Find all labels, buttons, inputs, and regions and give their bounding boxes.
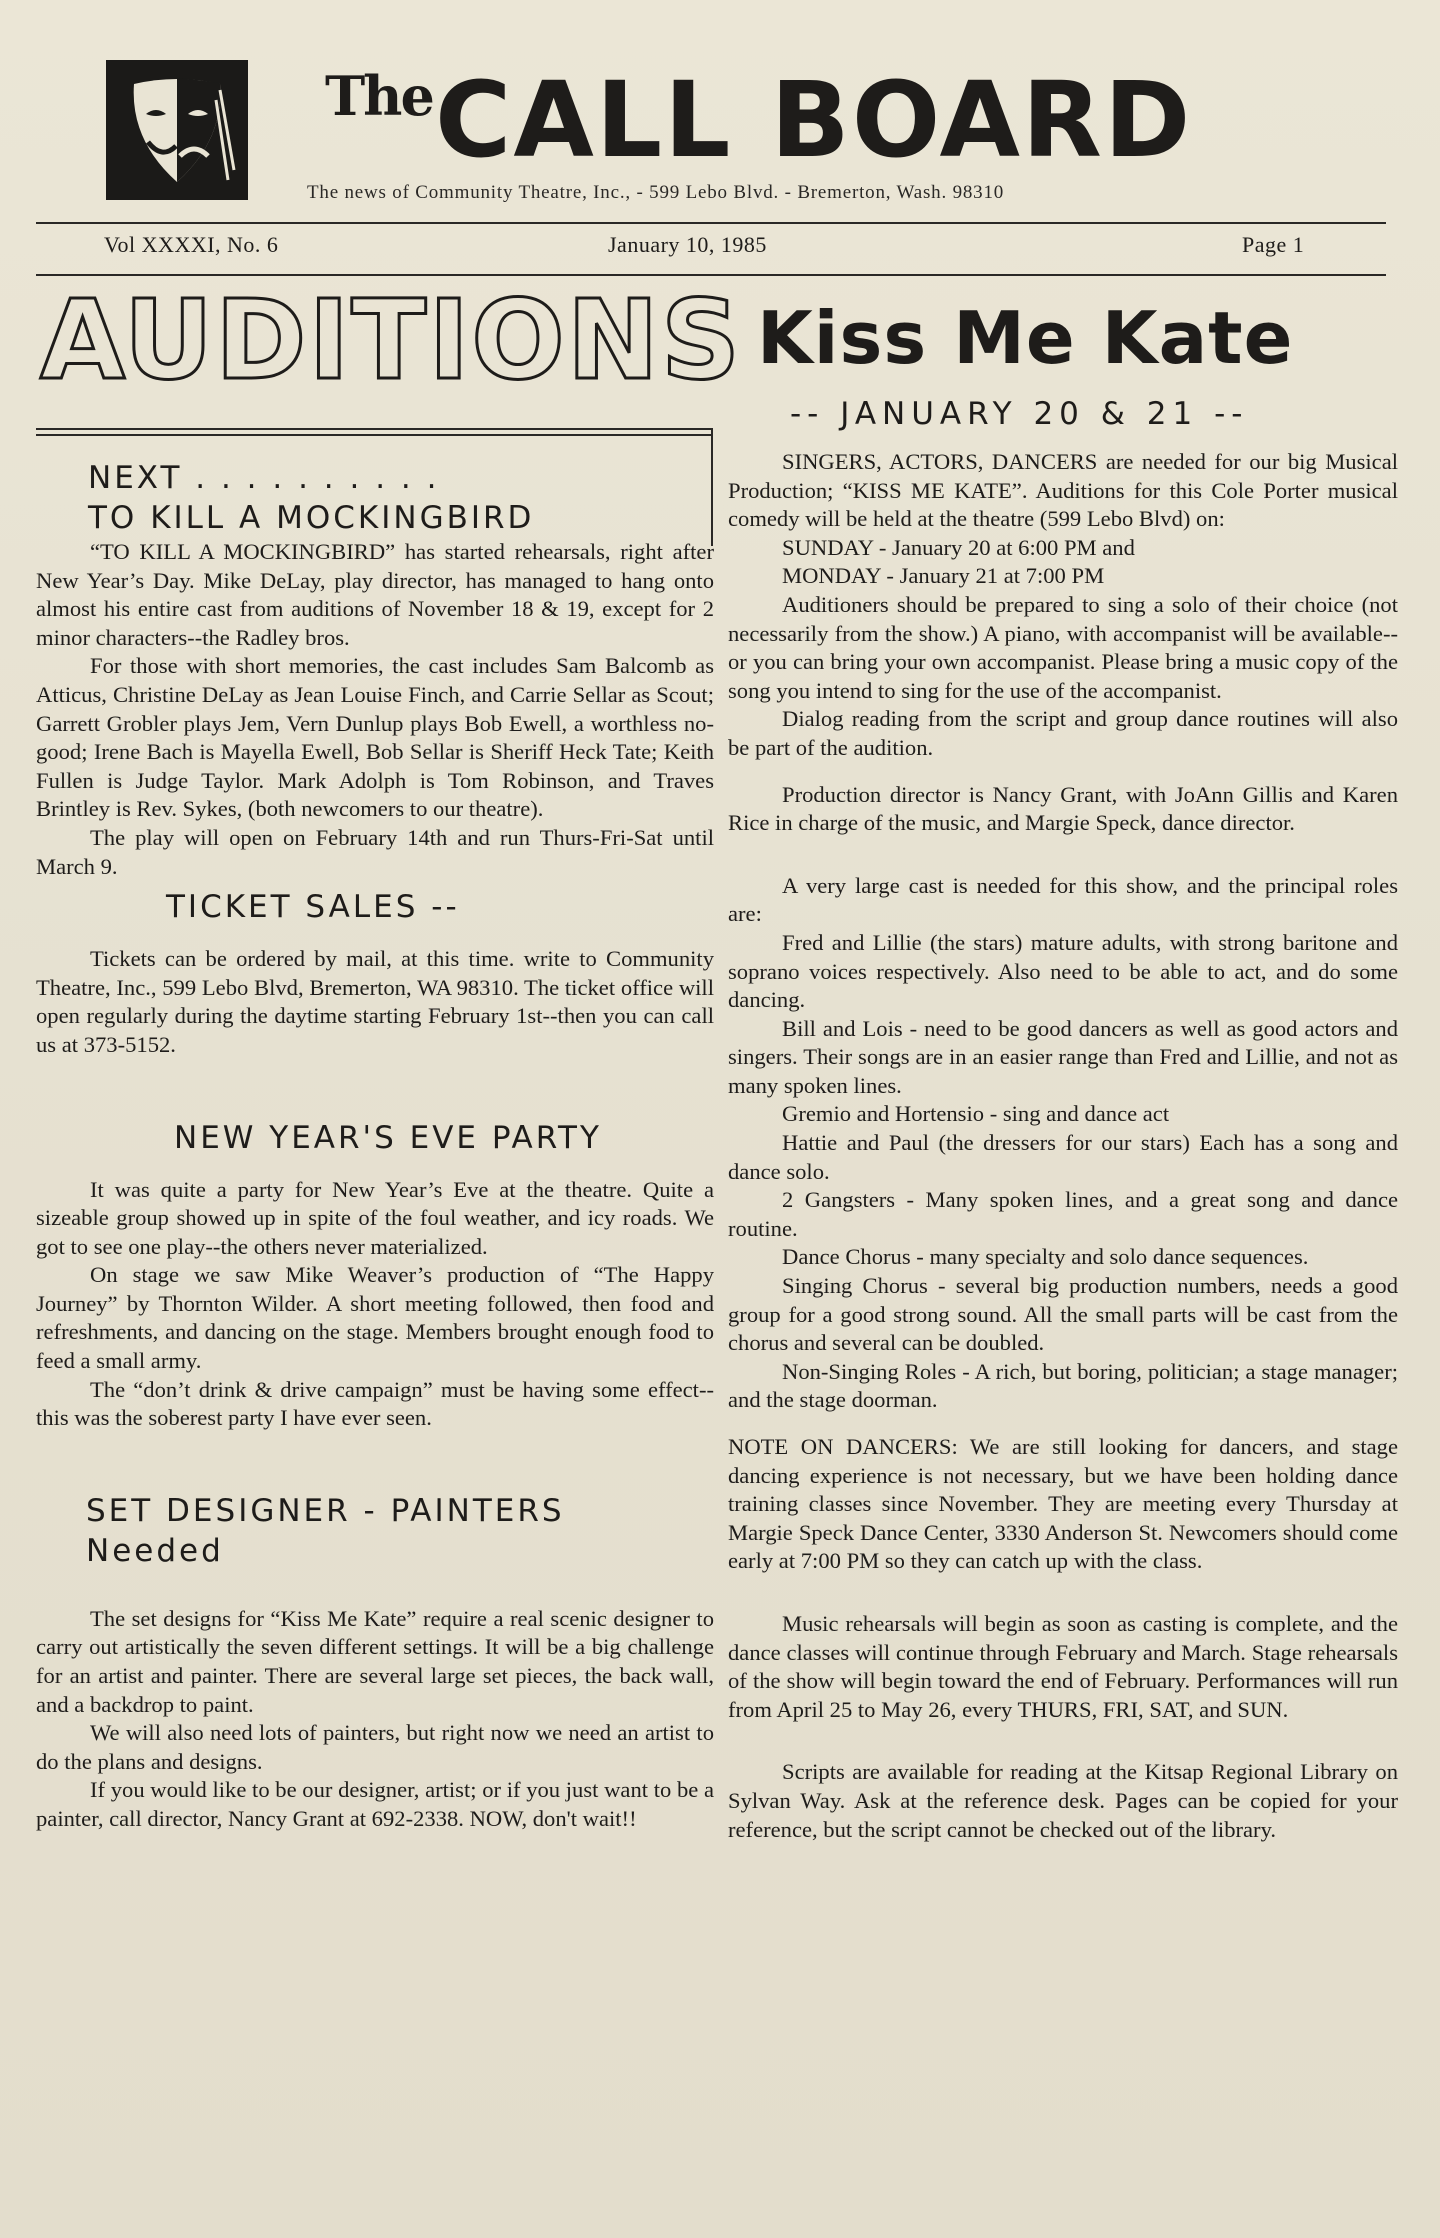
role-fred-lillie: Fred and Lillie (the stars) mature adults, with strong baritone and soprano voices respectively. Also need to be able to act, and do some dancing. [728,929,1398,1013]
party-heading: NEW YEAR'S EVE PARTY [174,1119,602,1156]
monday-audition: MONDAY - January 21 at 7:00 PM [782,563,1105,589]
auditions-headline: AUDITIONS [40,276,743,404]
page-number: Page 1 [1242,232,1305,257]
audition-dates: -- JANUARY 20 & 21 -- [790,396,1249,432]
scripts-para: Scripts are available for reading at the Kitsap Regional Library on Sylvan Way. Ask at the reference desk. Pages can be copied for your reference, but the script cannot be checked out of the library. [728,1759,1398,1842]
kate-intro-para: SINGERS, ACTORS, DANCERS are needed for our big Musical Production; “KISS ME KATE”. Auditions for this Cole Porter musical comedy will be held at the theatre (599 Lebo Blvd) on: [728,449,1398,532]
masthead-subtitle: The news of Community Theatre, Inc., - 599 Lebo Blvd. - Bremerton, Wash. 98310 [307,182,1005,203]
sunday-audition: SUNDAY - January 20 at 6:00 PM and [782,534,1135,560]
issue-info-bar [100,232,1340,262]
masthead [100,60,1380,210]
title-call-board: CALL BOARD [435,59,1193,181]
role-non-singing: Non-Singing Roles - A rich, but boring, politician; a stage manager; and the stage doorman. [728,1358,1398,1413]
volume-number: Vol XXXXI, No. 6 [104,232,279,257]
right-column [728,448,1398,1844]
designer-para-3: If you would like to be our designer, artist; or if you just want to be a painter, call director, Nancy Grant at 692-2338. NOW, don't wait!! [36,1777,714,1831]
newsletter-title [325,60,1375,180]
party-para-2: On stage we saw Mike Weaver’s production of “The Happy Journey” by Thornton Wilder. A short meeting followed, then food and refreshments, and dancing on the stage. Members brought enough food to feed a small army. [36,1262,714,1374]
theatre-mask-logo [106,60,248,200]
box-rule-top [36,428,713,430]
role-hattie-paul: Hattie and Paul (the dressers for our stars) Each has a song and dance solo. [728,1130,1398,1184]
issue-date: January 10, 1985 [608,232,767,257]
mockingbird-para-3: The play will open on February 14th and run Thurs-Fri-Sat until March 9. [36,824,714,879]
top-rule [36,222,1386,224]
ticket-sales-heading: TICKET SALES -- [166,889,460,926]
mockingbird-para-2: For those with short memories, the cast includes Sam Balcomb as Atticus, Christine DeLay as Jean Louise Finch, and Carrie Sellar as Scout; Garrett Grobler plays Jem, Vern Dunlup plays Bob Ewell, a worthless no-good; Irene Bach is Mayella Ewell, Bob Sellar is Sheriff Heck Tate; Keith Fullen is Judge Taylor. Mark Adolph is Tom Robinson, and Traves Brintley is Rev. Sykes, (both newcomers to our theatre). [36,653,714,822]
party-para-1: It was quite a party for New Year’s Eve at the theatre. Quite a sizeable group showed up in spite of the foul weather, and icy roads. We got to see one play--the others never materialized. [36,1176,714,1259]
cast-intro-para: A very large cast is needed for this show, and the principal roles are: [728,872,1398,927]
note-on-dancers: NOTE ON DANCERS: We are still looking for dancers, and stage dancing experience is not necessary, but we have been holding dance training classes since November. They are meeting every Thursday at Margie Speck Dance Center, 3330 Anderson St. Newcomers should come early at 7:00 PM so they can catch up with the class. [728,1434,1398,1574]
dialog-para: Dialog reading from the script and group dance routines will also be part of the audition. [728,706,1398,760]
role-gangsters: 2 Gangsters - Many spoken lines, and a great song and dance routine. [728,1187,1398,1241]
mockingbird-para-1: “TO KILL A MOCKINGBIRD” has started rehearsals, right after New Year’s Day. Mike DeLay, play director, has managed to hang onto almost his entire cast from auditions of November 18 & 19, except for 2 minor characters--the Radley bros. [36,539,714,650]
auditioners-para: Auditioners should be prepared to sing a solo of their choice (not necessarily from the show.) A piano, with accompanist will be available--or you can bring your own accompanist. Please bring a music copy of the song you intend to sing for the use of the accompanist. [728,591,1398,703]
production-director-para: Production director is Nancy Grant, with JoAnn Gillis and Karen Rice in charge of the music, and Margie Speck, dance director. [728,781,1398,836]
party-para-3: The “don’t drink & drive campaign” must be having some effect--this was the soberest party I have ever seen. [36,1376,714,1431]
box-rule-top-inner [36,434,713,436]
rehearsals-para: Music rehearsals will begin as soon as casting is complete, and the dance classes will continue through February and March. Stage rehearsals of the show will begin toward the end of February. Performances will run from April 25 to May 26, every THURS, FRI, SAT, and SUN. [728,1610,1398,1722]
comedy-tragedy-mask-icon [116,70,238,190]
title-the: The [325,64,433,128]
role-dance-chorus: Dance Chorus - many specialty and solo dance sequences. [782,1244,1309,1270]
role-singing-chorus: Singing Chorus - several big production numbers, needs a good group for a good strong sound. All the small parts will be cast from the chorus and several can be doubled. [728,1273,1398,1356]
role-bill-lois: Bill and Lois - need to be good dancers as well as good actors and singers. Their songs are in an easier range than Fred and Lillie, and not as many spoken lines. [728,1015,1398,1098]
designer-para-2: We will also need lots of painters, but right now we need an artist to do the plans and designs. [36,1720,714,1774]
show-title: Kiss Me Kate [757,296,1294,380]
mockingbird-heading: TO KILL A MOCKINGBIRD [88,500,535,536]
left-column [36,440,714,1834]
set-designer-heading: SET DESIGNER - PAINTERS Needed [86,1492,565,1569]
role-gremio-hortensio: Gremio and Hortensio - sing and dance act [782,1101,1170,1127]
designer-para-1: The set designs for “Kiss Me Kate” require a real scenic designer to carry out artistically the seven different settings. It will be a big challenge for an artist and painter. There are several large set pieces, the back wall, and a backdrop to paint. [36,1605,714,1717]
ticket-sales-para: Tickets can be ordered by mail, at this time. write to Community Theatre, Inc., 599 Lebo Blvd, Bremerton, WA 98310. The ticket office will open regularly during the daytime starting February 1st--then you can call us at 373-5152. [36,946,714,1057]
next-heading: NEXT . . . . . . . . . . [88,460,440,496]
